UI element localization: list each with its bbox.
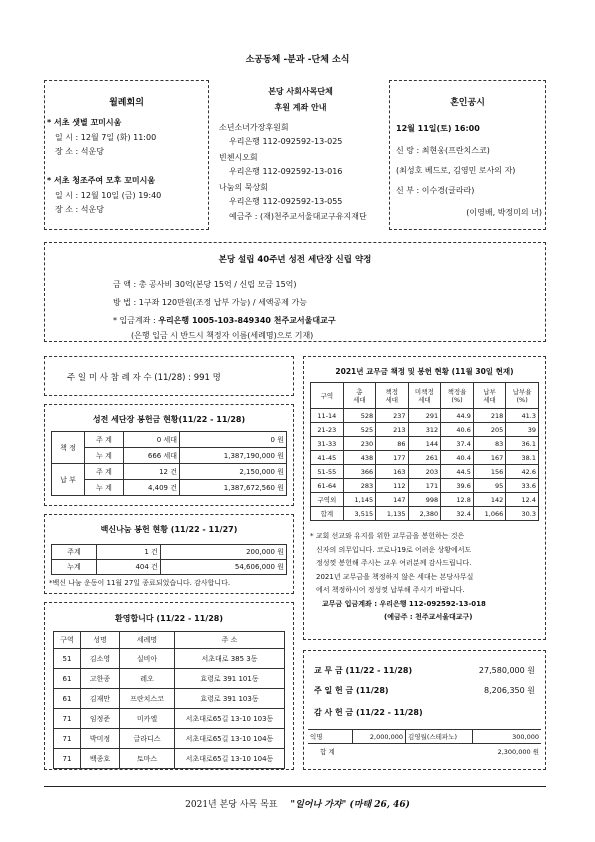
wedding-groom: 신 랑 : 최현웅(프란치스코) xyxy=(396,146,490,155)
welcome-cell: 71 xyxy=(54,709,81,729)
dues-cell: 38.1 xyxy=(506,451,539,465)
thanks-amount: 300,000 xyxy=(473,730,542,744)
wedding-date: 12월 11일(토) 16:00 xyxy=(396,124,480,133)
dues-cell: 32.4 xyxy=(441,507,474,521)
dues-cell: 2,380 xyxy=(408,507,441,521)
dues-cell: 230 xyxy=(343,437,375,451)
dues-cell: 1,066 xyxy=(473,507,505,521)
welcome-cell: 고한종 xyxy=(81,669,120,689)
dues-cell: 3,515 xyxy=(343,507,375,521)
finance-dues-label: 교 무 금 (11/22 - 11/28) xyxy=(314,666,413,675)
welcome-cell: 토마스 xyxy=(120,749,175,769)
donation-title-1: 본당 사회사목단체 xyxy=(268,87,333,96)
welcome-header: 구역 xyxy=(54,632,81,649)
vaccine-table xyxy=(51,544,287,575)
pledge-method: 방 법 : 1구좌 120만원(조정 납부 가능) / 세액공제 가능 xyxy=(113,298,307,307)
dues-cell: 142 xyxy=(473,493,505,507)
dues-cell: 203 xyxy=(408,465,441,479)
dues-cell: 147 xyxy=(376,493,408,507)
dues-cell: 95 xyxy=(473,479,505,493)
dues-cell: 44.9 xyxy=(441,409,474,423)
finance-total-amount: 2,300,000 원 xyxy=(497,748,539,757)
meeting-box xyxy=(44,80,209,230)
dues-header: 책정율 (%) xyxy=(441,383,474,409)
pledge-account-label: * 입금계좌 : xyxy=(113,316,159,325)
dues-cell: 261 xyxy=(408,451,441,465)
dues-row xyxy=(311,507,539,521)
dues-cell: 167 xyxy=(473,451,505,465)
footer-divider xyxy=(44,786,546,787)
dues-cell: 177 xyxy=(376,451,408,465)
meeting-item2-place: 장 소 : 석운당 xyxy=(55,205,104,214)
vaccine-row-count: 404 건 xyxy=(97,560,161,575)
dues-cell: 528 xyxy=(343,409,375,423)
attendance-text: 주 일 미 사 참 례 자 수 (11/28) : 991 명 xyxy=(67,373,221,383)
pledge-title: 본당 설립 40주년 성전 세단장 신립 약정 xyxy=(218,255,372,265)
dues-cell: 37.4 xyxy=(441,437,474,451)
dues-row xyxy=(311,409,539,423)
dues-header: 납부율 (%) xyxy=(506,383,539,409)
thanks-name: 익명 xyxy=(308,730,353,744)
welcome-cell: 서초대로65길 13-10 104동 xyxy=(175,749,285,769)
dues-cell: 21-23 xyxy=(311,423,344,437)
renovation-row-amount: 1,387,672,560 원 xyxy=(180,480,287,496)
welcome-cell: 51 xyxy=(54,649,81,669)
donation-row: 소년소녀가장후원회 xyxy=(219,123,289,132)
dues-cell: 171 xyxy=(408,479,441,493)
wedding-box xyxy=(389,80,546,230)
renovation-row-count: 12 건 xyxy=(124,464,180,480)
dues-row xyxy=(311,465,539,479)
welcome-box xyxy=(44,602,294,770)
welcome-cell: 효령로 391 103동 xyxy=(175,689,285,709)
donation-row: 나눔의 묵상회 xyxy=(219,183,268,192)
donation-row: 우리은행 112-092592-13-016 xyxy=(229,167,343,176)
donation-title-2: 후원 계좌 안내 xyxy=(274,103,327,112)
wedding-bride-parents: (이영배, 박정미의 녀) xyxy=(466,208,542,217)
vaccine-row-amount: 200,000 원 xyxy=(160,545,286,560)
thanks-name: 김영월(스테파노) xyxy=(406,730,473,744)
finance-thanks-table xyxy=(308,729,541,760)
donation-row: 우리은행 112-092592-13-055 xyxy=(229,197,343,206)
dues-row xyxy=(311,493,539,507)
meeting-item1-date: 일 시 : 12월 7일 (화) 11:00 xyxy=(55,133,157,142)
renovation-row-label: 누 계 xyxy=(85,448,124,464)
donation-row: 우리은행 112-092592-13-025 xyxy=(229,137,343,146)
dues-holder-line: (예금주 : 천주교서울대교구) xyxy=(384,613,473,621)
finance-thanks-label: 감 사 헌 금 (11/22 - 11/28) xyxy=(314,708,423,717)
welcome-cell: 레오 xyxy=(120,669,175,689)
dues-cell: 525 xyxy=(343,423,375,437)
meeting-item2-date: 일 시 : 12월 10일 (금) 19:40 xyxy=(55,191,162,200)
dues-note-line: * 교회 선교와 유지를 위한 교무금을 봉헌하는 것은 xyxy=(310,532,465,540)
dues-cell: 83 xyxy=(473,437,505,451)
welcome-cell: 효령로 391 101동 xyxy=(175,669,285,689)
donation-row: 예금주 : (재)천주교서울대교구유지재단 xyxy=(229,212,367,221)
finance-box xyxy=(303,650,546,770)
dues-cell: 합계 xyxy=(311,507,344,521)
renovation-group-label: 납 부 xyxy=(52,464,85,496)
wedding-title: 혼인공시 xyxy=(450,98,485,108)
welcome-header: 주 소 xyxy=(175,632,285,649)
renovation-row-amount: 2,150,000 원 xyxy=(180,464,287,480)
renovation-title: 성전 세단장 봉헌금 현황(11/22 - 11/28) xyxy=(92,415,246,424)
footer-goal-quote: "일어나 가자" (마태 26, 46) xyxy=(290,800,410,810)
welcome-cell: 서초대로65길 13-10 103동 xyxy=(175,709,285,729)
dues-header: 총 세대 xyxy=(343,383,375,409)
welcome-cell: 61 xyxy=(54,689,81,709)
pledge-amount: 금 액 : 총 공사비 30억(본당 15억 / 신립 모금 15억) xyxy=(113,280,297,289)
renovation-table xyxy=(51,431,287,496)
dues-cell: 156 xyxy=(473,465,505,479)
welcome-cell: 71 xyxy=(54,749,81,769)
welcome-cell: 임정준 xyxy=(81,709,120,729)
dues-row xyxy=(311,479,539,493)
welcome-cell: 실비아 xyxy=(120,649,175,669)
dues-cell: 366 xyxy=(343,465,375,479)
page-title: 소공동체 ‐분과 ‐단체 소식 xyxy=(245,55,350,65)
welcome-cell: 61 xyxy=(54,669,81,689)
dues-cell: 283 xyxy=(343,479,375,493)
dues-cell: 112 xyxy=(376,479,408,493)
thanks-amount: 2,000,000 xyxy=(353,730,406,744)
dues-note-line: 에서 책정하시어 정성껏 납부해 주시기 바랍니다. xyxy=(316,586,465,594)
welcome-cell: 박미정 xyxy=(81,729,120,749)
dues-cell: 998 xyxy=(408,493,441,507)
dues-cell: 205 xyxy=(473,423,505,437)
meeting-item2-title: * 서초 청조주여 모후 꼬미시움 xyxy=(47,176,156,185)
renovation-row-count: 666 세대 xyxy=(124,448,180,464)
meeting-item1-title: * 서초 샛별 꼬미시움 xyxy=(47,118,122,127)
dues-cell: 40.6 xyxy=(441,423,474,437)
footer xyxy=(0,797,595,810)
dues-cell: 51-55 xyxy=(311,465,344,479)
wedding-bride: 신 부 : 이수경(글라라) xyxy=(396,186,475,195)
dues-box xyxy=(303,356,546,640)
vaccine-note: *백신 나눔 운동이 11월 27일 종료되었습니다. 감사합니다. xyxy=(49,579,231,587)
dues-cell: 237 xyxy=(376,409,408,423)
dues-header: 미책정 세대 xyxy=(408,383,441,409)
pledge-account-line xyxy=(113,315,336,326)
dues-cell: 12.4 xyxy=(506,493,539,507)
dues-cell: 41-45 xyxy=(311,451,344,465)
dues-cell: 12.8 xyxy=(441,493,474,507)
dues-note-line: 신자의 의무입니다. 코로나19로 어려운 상황에서도 xyxy=(316,545,472,554)
dues-row xyxy=(311,437,539,451)
dues-cell: 312 xyxy=(408,423,441,437)
renovation-row-amount: 1,387,190,000 원 xyxy=(180,448,287,464)
welcome-cell: 서초대로65길 13-10 104동 xyxy=(175,729,285,749)
renovation-row-label: 누 계 xyxy=(85,480,124,496)
dues-row xyxy=(311,423,539,437)
dues-cell: 40.4 xyxy=(441,451,474,465)
dues-account-line: 교무금 입금계좌 : 우리은행 112-092592-13-018 xyxy=(322,599,486,608)
welcome-cell: 백종호 xyxy=(81,749,120,769)
dues-header: 책정 세대 xyxy=(376,383,408,409)
dues-header: 납부 세대 xyxy=(473,383,505,409)
welcome-cell: 프란치스코 xyxy=(120,689,175,709)
finance-sunday-label: 주 일 헌 금 (11/28) xyxy=(314,686,389,695)
dues-cell: 41.3 xyxy=(506,409,539,423)
finance-dues-amount: 27,580,000 원 xyxy=(478,666,535,675)
renovation-row-count: 0 세대 xyxy=(124,432,180,448)
pledge-account: 우리은행 1005-103-849340 천주교서울대교구 xyxy=(158,316,336,325)
dues-cell: 218 xyxy=(473,409,505,423)
donation-row: 빈첸시오회 xyxy=(219,153,258,162)
dues-cell: 11-14 xyxy=(311,409,344,423)
attendance-box xyxy=(44,356,294,396)
dues-cell: 291 xyxy=(408,409,441,423)
finance-total-label: 합 계 xyxy=(320,748,335,757)
welcome-header: 성명 xyxy=(81,632,120,649)
dues-header: 구역 xyxy=(311,383,344,409)
dues-cell: 1,145 xyxy=(343,493,375,507)
meeting-item1-place: 장 소 : 석운당 xyxy=(55,147,104,156)
dues-cell: 61-64 xyxy=(311,479,344,493)
welcome-cell: 김소영 xyxy=(81,649,120,669)
welcome-cell: 서초대로 385 3동 xyxy=(175,649,285,669)
renovation-box xyxy=(44,404,294,506)
welcome-title: 환영합니다 (11/22 - 11/28) xyxy=(114,614,223,623)
vaccine-row-count: 1 건 xyxy=(97,545,161,560)
renovation-row-count: 4,409 건 xyxy=(124,480,180,496)
finance-sunday-amount: 8,206,350 원 xyxy=(484,686,535,695)
renovation-row-label: 주 계 xyxy=(85,464,124,480)
dues-cell: 39 xyxy=(506,423,539,437)
vaccine-title: 백신나눔 봉헌 현황 (11/22 - 11/27) xyxy=(100,525,238,534)
dues-title: 2021년 교무금 책정 및 봉헌 현황 (11월 30일 현재) xyxy=(335,367,514,376)
vaccine-box xyxy=(44,514,294,594)
dues-cell: 구역외 xyxy=(311,493,344,507)
welcome-cell: 미카엘 xyxy=(120,709,175,729)
dues-note-line: 정성껏 봉헌해 주시는 교우 여러분께 감사드립니다. xyxy=(316,559,472,567)
dues-cell: 30.3 xyxy=(506,507,539,521)
pledge-note: (은행 입금 시 반드시 책정자 이름(세례명)으로 기재) xyxy=(131,331,314,340)
dues-cell: 33.6 xyxy=(506,479,539,493)
vaccine-row-label: 주계 xyxy=(52,545,97,560)
dues-cell: 39.6 xyxy=(441,479,474,493)
renovation-group-label: 책 정 xyxy=(52,432,85,464)
vaccine-row-amount: 54,606,000 원 xyxy=(160,560,286,575)
dues-cell: 163 xyxy=(376,465,408,479)
welcome-cell: 글라디스 xyxy=(120,729,175,749)
renovation-row-amount: 0 원 xyxy=(180,432,287,448)
dues-cell: 31-33 xyxy=(311,437,344,451)
wedding-groom-parents: (최성호 베드로, 김영민 로사의 자) xyxy=(396,166,516,175)
dues-row xyxy=(311,451,539,465)
dues-cell: 213 xyxy=(376,423,408,437)
dues-cell: 42.6 xyxy=(506,465,539,479)
footer-goal-label: 2021년 본당 사목 목표 xyxy=(185,800,278,810)
dues-note-line: 2021년 교무금을 책정하지 않은 세대는 본당사무실 xyxy=(316,572,474,581)
donation-section xyxy=(213,80,388,230)
dues-cell: 44.5 xyxy=(441,465,474,479)
dues-note xyxy=(310,530,542,625)
dues-cell: 1,135 xyxy=(376,507,408,521)
welcome-header: 세례명 xyxy=(120,632,175,649)
welcome-cell: 김재만 xyxy=(81,689,120,709)
renovation-row-label: 주 계 xyxy=(85,432,124,448)
pledge-box xyxy=(44,242,546,342)
dues-table xyxy=(310,382,539,521)
dues-cell: 86 xyxy=(376,437,408,451)
dues-cell: 36.1 xyxy=(506,437,539,451)
vaccine-row-label: 누계 xyxy=(52,560,97,575)
welcome-cell: 71 xyxy=(54,729,81,749)
welcome-table xyxy=(53,631,285,769)
meeting-title: 월례회의 xyxy=(109,98,144,108)
dues-cell: 438 xyxy=(343,451,375,465)
dues-cell: 144 xyxy=(408,437,441,451)
